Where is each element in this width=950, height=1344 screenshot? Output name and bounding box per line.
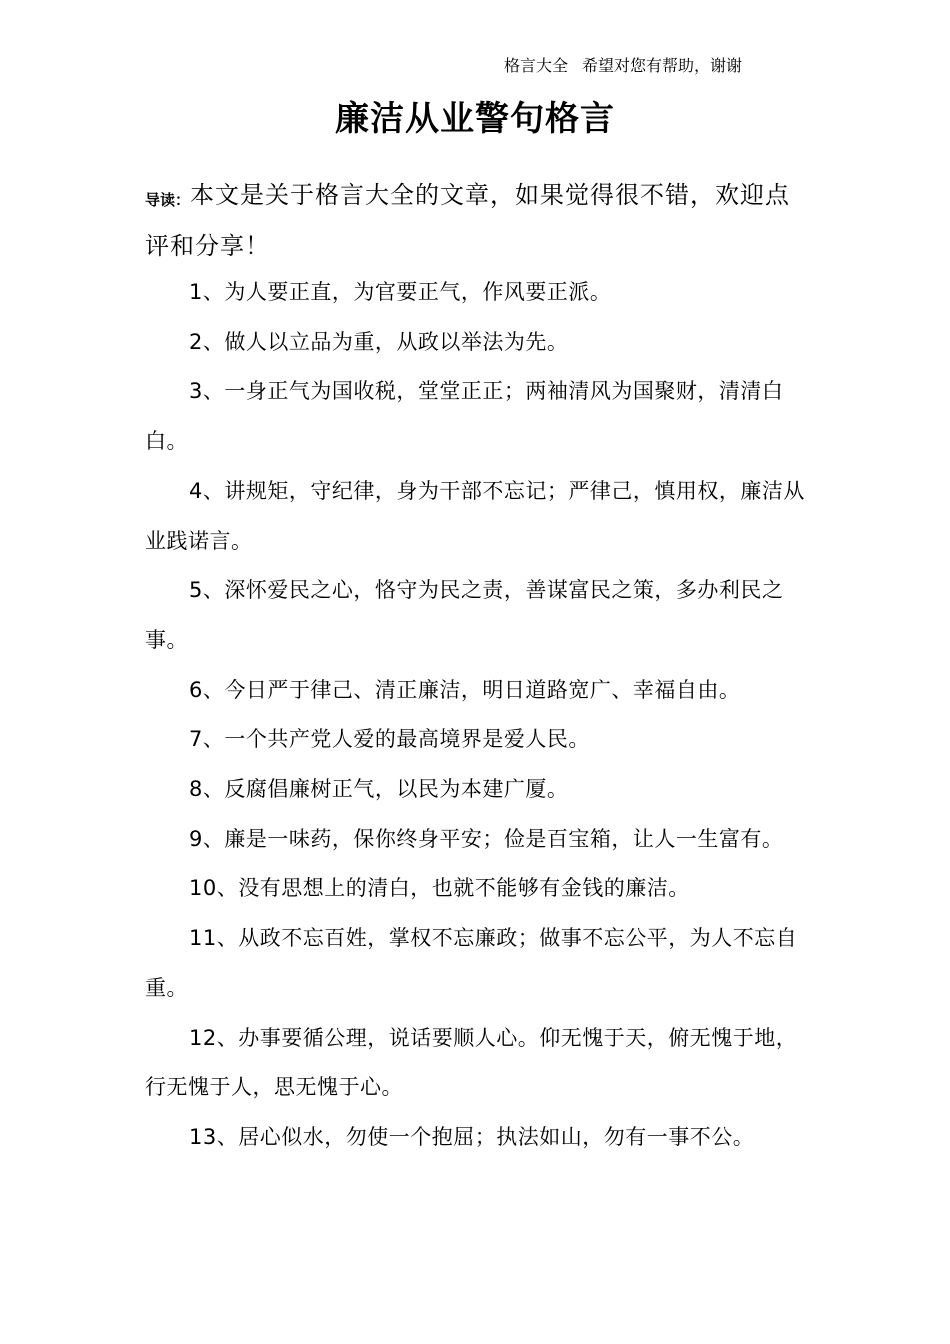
quote-item-8: 8、反腐倡廉树正气，以民为本建广厦。 bbox=[189, 777, 569, 802]
quote-item-3: 3、一身正气为国收税，堂堂正正；两袖清风为国聚财，清清白白。 bbox=[145, 379, 784, 454]
quote-item-4: 4、讲规矩，守纪律，身为干部不忘记；严律己，慎用权，廉洁从业践诺言。 bbox=[145, 478, 805, 553]
quote-item-5: 5、深怀爱民之心，恪守为民之责，善谋富民之策，多办利民之事。 bbox=[145, 578, 784, 652]
intro-paragraph bbox=[145, 172, 810, 269]
quote-item-2: 2、做人以立品为重，从政以举法为先。 bbox=[189, 329, 569, 354]
intro-label: 导读： bbox=[145, 191, 191, 209]
quote-item-7: 7、一个共产党人爱的最高境界是爱人民。 bbox=[189, 727, 590, 752]
quote-item-13: 13、居心似水，勿使一个抱屈；执法如山，勿有一事不公。 bbox=[189, 1124, 755, 1149]
header-note bbox=[504, 55, 742, 77]
quote-item-6: 6、今日严于律己、清正廉洁，明日道路宽广、幸福自由。 bbox=[189, 677, 741, 702]
quote-item-9: 9、廉是一味药，保你终身平安；俭是百宝箱，让人一生富有。 bbox=[189, 826, 784, 851]
intro-text: 本文是关于格言大全的文章，如果觉得很不错，欢迎点评和分享！ bbox=[145, 181, 791, 260]
quote-item-11: 11、从政不忘百姓，掌权不忘廉政；做事不忘公平，为人不忘自重。 bbox=[145, 926, 798, 1000]
quote-item-10: 10、没有思想上的清白，也就不能够有金钱的廉洁。 bbox=[189, 876, 690, 901]
quote-item-12: 12、办事要循公理，说话要顺人心。仰无愧于天，俯无愧于地，行无愧于人，思无愧于心。 bbox=[145, 1025, 798, 1100]
quote-list bbox=[145, 268, 810, 1163]
header-site-name: 格言大全 bbox=[504, 56, 569, 75]
page-title: 廉洁从业警句格言 bbox=[335, 99, 615, 139]
quote-item-1: 1、为人要正直，为官要正气，作风要正派。 bbox=[189, 280, 612, 304]
header-thanks: 希望对您有帮助，谢谢 bbox=[582, 56, 743, 75]
